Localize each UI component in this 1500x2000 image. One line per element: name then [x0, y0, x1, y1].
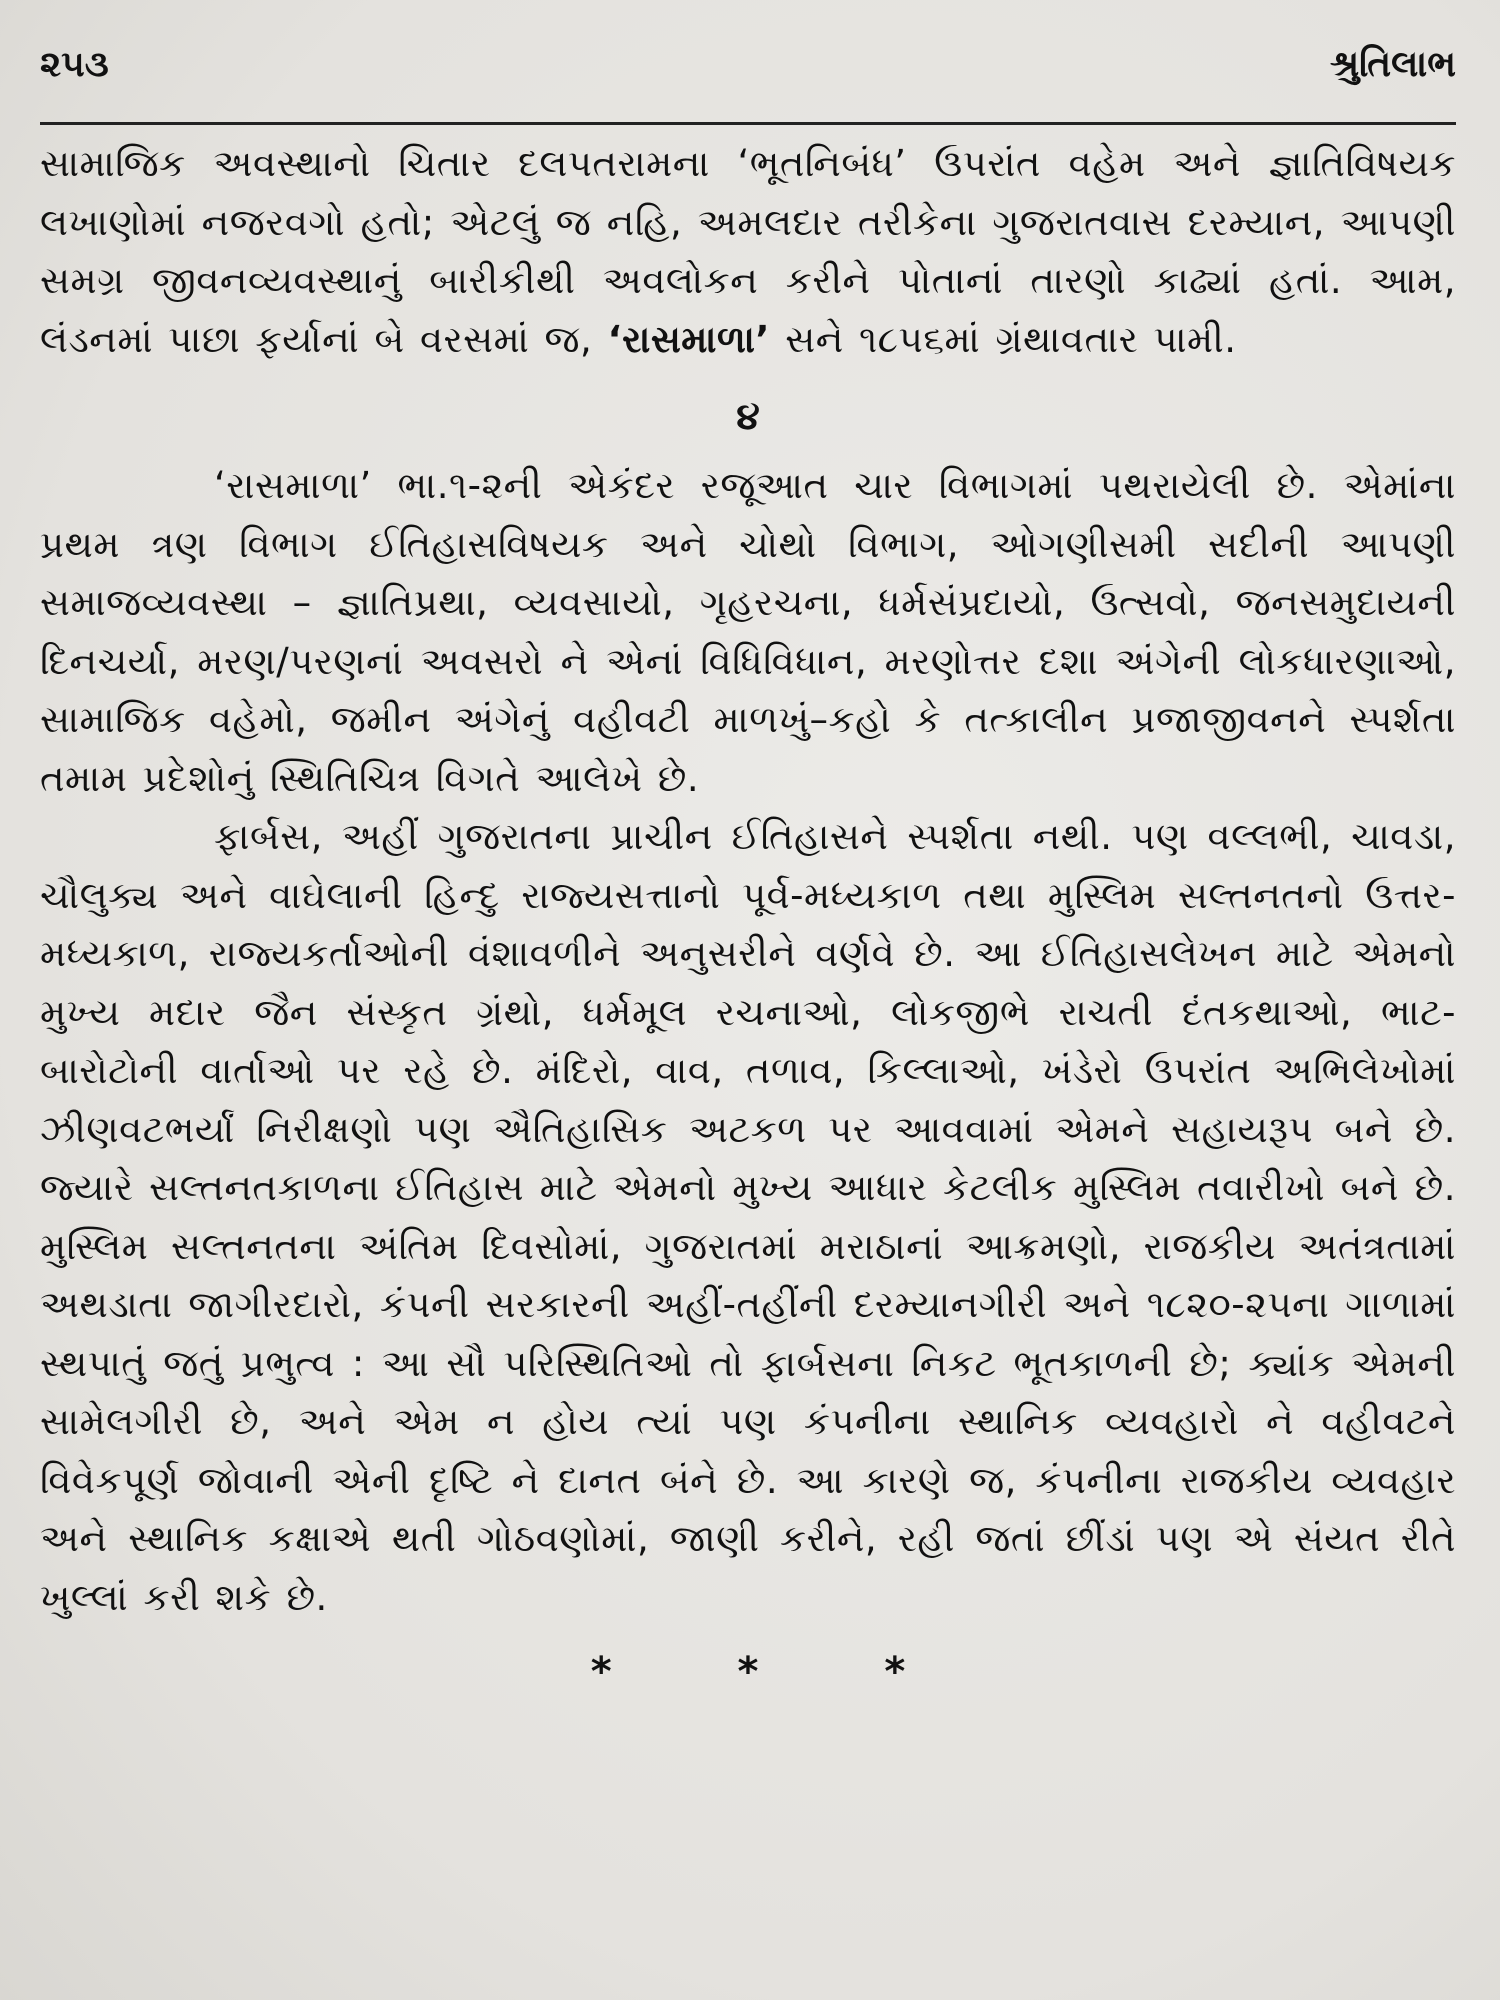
- header-rule: [40, 122, 1456, 125]
- section-end-mark: * * *: [590, 1649, 962, 1695]
- book-name-bold: ‘રાસમાળા’: [607, 317, 770, 361]
- body-paragraph-1: ‘રાસમાળા’ ભા.૧-૨ની એકંદર રજૂઆત ચાર વિભાગમાં પથરાયેલી છે. એમાંના પ્રથમ ત્રણ વિભાગ ઈતિહાસવિષયક અને ચોથો વિભાગ, ઓગણીસમી સદીની આપણી સમાજવ્યવસ્થા – જ્ઞાતિપ્રથા, વ્યવસાયો, ગૃહરચના, ધર્મસંપ્રદાયો, ઉત્સવો, જનસમુદાયની દિનચર્યા, મરણ/પરણનાં અવસરો ને એનાં વિધિવિધાન, મરણોત્તર દશા અંગેની લોકધારણાઓ, સામાજિક વહેમો, જમીન અંગેનું વહીવટી માળખું–કહો કે તત્કાલીન પ્રજાજીવનને સ્પર્શતા તમામ પ્રદેશોનું સ્થિતિચિત્ર વિગતે આલેખે છે.: [40, 464, 1456, 800]
- running-head: [40, 38, 1456, 92]
- section-number: ૪: [736, 394, 760, 438]
- paragraph-text-end: સને ૧૮૫૬માં ગ્રંથાવતાર પામી.: [769, 317, 1237, 361]
- book-title: શ્રુતિલાભ: [1329, 44, 1456, 85]
- paragraph-text: સામાજિક અવસ્થાનો ચિતાર દલપતરામના ‘ભૂતનિબંધ’ ઉપરાંત વહેમ અને જ્ઞાતિવિષયક લખાણોમાં નજરવગો હતો; એટલું જ નહિ, અમલદાર તરીકેના ગુજરાતવાસ દરમ્યાન, આપણી સમગ્ર જીવનવ્યવસ્થાનું બારીકીથી અવલોકન કરીને પોતાનાં તારણો કાઢ્યાં હતાં. આમ, લંડનમાં પાછા ફર્યાનાં બે વરસમાં જ,: [40, 142, 1456, 361]
- body-paragraph-2: ફાર્બસ, અહીં ગુજરાતના પ્રાચીન ઈતિહાસને સ્પર્શતા નથી. પણ વલ્લભી, ચાવડા, ચૌલુક્ય અને વાઘેલાની હિન્દુ રાજ્યસત્તાનો પૂર્વ-મધ્યકાળ તથા મુસ્લિમ સલ્તનતનો ઉત્તર-મધ્યકાળ, રાજ્યકર્તાઓની વંશાવળીને અનુસરીને વર્ણવે છે. આ ઈતિહાસલેખન માટે એમનો મુખ્ય મદાર જૈન સંસ્કૃત ગ્રંથો, ધર્મમૂલ રચનાઓ, લોકજીભે રાચતી દંતકથાઓ, ભાટ-બારોટોની વાર્તાઓ પર રહે છે. મંદિરો, વાવ, તળાવ, કિલ્લાઓ, ખંડેરો ઉપરાંત અભિલેખોમાં ઝીણવટભર્યાં નિરીક્ષણો પણ ઐતિહાસિક અટકળ પર આવવામાં એમને સહાયરૂપ બને છે. જ્યારે સલ્તનતકાળના ઈતિહાસ માટે એમનો મુખ્ય આધાર કેટલીક મુસ્લિમ તવારીખો બને છે. મુસ્લિમ સલ્તનતના અંતિમ દિવસોમાં, ગુજરાતમાં મરાઠાનાં આક્રમણો, રાજકીય અતંત્રતામાં અથડાતા જાગીરદારો, કંપની સરકારની અહીં-તહીંની દરમ્યાનગીરી અને ૧૮૨૦-૨૫ના ગાળામાં સ્થપાતું જતું પ્રભુત્વ : આ સૌ પરિસ્થિતિઓ તો ફાર્બસના નિકટ ભૂતકાળની છે; ક્યાંક એમની સામેલગીરી છે, અને એમ ન હોય ત્યાં પણ કંપનીના સ્થાનિક વ્યવહારો ને વહીવટને વિવેકપૂર્ણ જોવાની એની દૃષ્ટિ ને દાનત બંને છે. આ કારણે જ, કંપનીના રાજકીય વ્યવહાર અને સ્થાનિક કક્ષાએ થતી ગોઠવણોમાં, જાણી કરીને, રહી જતાં છીંડાં પણ એ સંયત રીતે ખુલ્લાં કરી શકે છે.: [40, 815, 1456, 1619]
- page-number: ૨૫૩: [40, 44, 109, 85]
- opening-paragraph: [40, 135, 1456, 369]
